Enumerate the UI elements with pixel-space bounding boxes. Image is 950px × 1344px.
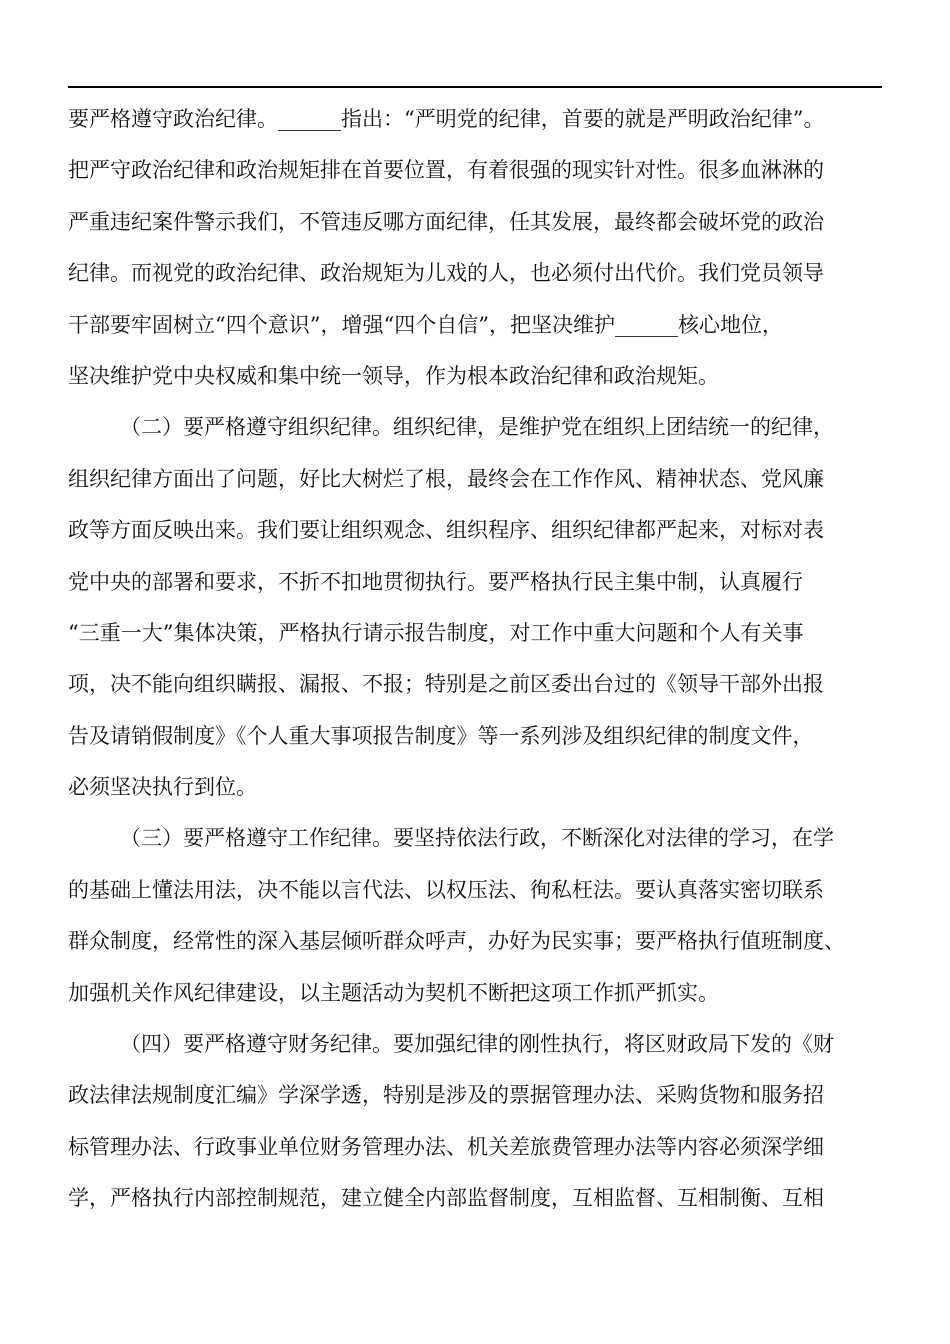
paragraph-start-line: （四）要严格遵守财务纪律。要加强纪律的刚性执行，将区财政局下发的《财	[120, 1032, 834, 1057]
text-line: 学，严格执行内部控制规范，建立健全内部监督制度，互相监督、互相制衡、互相	[68, 1186, 824, 1211]
text-line: 纪律。而视党的政治纪律、政治规矩为儿戏的人，也必须付出代价。我们党员领导	[68, 261, 824, 286]
text-line: “三重一大”集体决策，严格执行请示报告制度，对工作中重大问题和个人有关事	[68, 620, 804, 645]
text-line: 的基础上懂法用法，决不能以言代法、以权压法、徇私枉法。要认真落实密切联系	[68, 877, 824, 902]
text-line: 干部要牢固树立“四个意识”，增强“四个自信”，把坚决维护______核心地位，	[68, 312, 783, 337]
document-body	[68, 94, 888, 1225]
text-line: 要严格遵守政治纪律。______指出：“严明党的纪律，首要的就是严明政治纪律”。	[68, 107, 825, 131]
text-line: 严重违纪案件警示我们，不管违反哪方面纪律，任其发展，最终都会破坏党的政治	[68, 209, 824, 234]
text-line: 标管理办法、行政事业单位财务管理办法、机关差旅费管理办法等内容必须深学细	[68, 1134, 824, 1159]
text-line: 必须坚决执行到位。	[68, 775, 257, 800]
text-line: 群众制度，经常性的深入基层倾听群众呼声，办好为民实事；要严格执行值班制度、	[68, 929, 845, 954]
text-line: 坚决维护党中央权威和集中统一领导，作为根本政治纪律和政治规矩。	[68, 363, 719, 388]
text-line: 政等方面反映出来。我们要让组织观念、组织程序、组织纪律都严起来，对标对表	[68, 518, 824, 543]
text-line: 加强机关作风纪律建设，以主题活动为契机不断把这项工作抓严抓实。	[68, 980, 719, 1005]
paragraph-start-line: （二）要严格遵守组织纪律。组织纪律，是维护党在组织上团结统一的纪律，	[120, 415, 834, 440]
text-line: 告及请销假制度》《个人重大事项报告制度》等一系列涉及组织纪律的制度文件，	[68, 723, 814, 748]
text-line: 项，决不能向组织瞒报、漏报、不报；特别是之前区委出台过的《领导干部外出报	[68, 672, 824, 697]
text-line: 把严守政治纪律和政治规矩排在首要位置，有着很强的现实针对性。很多血淋淋的	[68, 158, 824, 183]
text-line: 党中央的部署和要求，不折不扣地贯彻执行。要严格执行民主集中制，认真履行	[68, 569, 803, 594]
header-rule	[68, 86, 882, 88]
text-line: 政法律法规制度汇编》学深学透，特别是涉及的票据管理办法、采购货物和服务招	[68, 1083, 824, 1108]
paragraph-start-line: （三）要严格遵守工作纪律。要坚持依法行政，不断深化对法律的学习，在学	[120, 826, 834, 851]
text-line: 组织纪律方面出了问题，好比大树烂了根，最终会在工作作风、精神状态、党风廉	[68, 466, 824, 491]
